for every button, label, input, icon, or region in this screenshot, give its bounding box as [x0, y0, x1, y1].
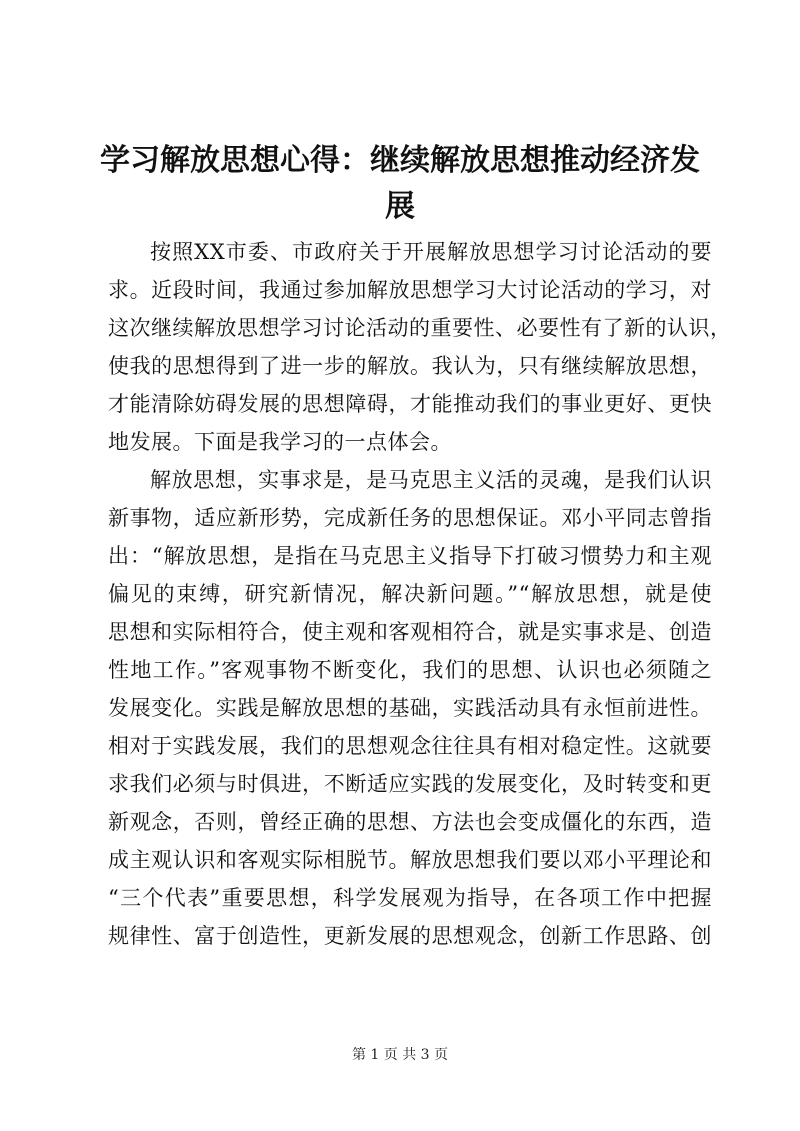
paragraph-1-line-2: 求。近段时间，我通过参加解放思想学习大讨论活动的学习，对	[108, 278, 712, 302]
paragraph-1-line-1: 按照XX市委、市政府关于开展解放思想学习讨论活动的要	[150, 240, 712, 264]
paragraph-2-line-3: 出：“解放思想，是指在马克思主义指导下打破习惯势力和主观	[108, 544, 712, 568]
paragraph-2-line-12: “三个代表”重要思想，科学发展观为指导，在各项工作中把握	[108, 886, 712, 910]
paragraph-1-line-4: 使我的思想得到了进一步的解放。我认为，只有继续解放思想，	[108, 354, 712, 378]
paragraph-1-line-3: 这次继续解放思想学习讨论活动的重要性、必要性有了新的认识，	[108, 316, 732, 340]
document-title	[90, 138, 710, 230]
paragraph-2-line-4: 偏见的束缚，研究新情况，解决新问题。”“解放思想，就是使	[108, 582, 712, 606]
paragraph-1-line-5: 才能清除妨碍发展的思想障碍，才能推动我们的事业更好、更快	[108, 392, 712, 416]
paragraph-2-line-11: 成主观认识和客观实际相脱节。解放思想我们要以邓小平理论和	[108, 848, 712, 872]
paragraph-2-line-5: 思想和实际相符合，使主观和客观相符合，就是实事求是、创造	[108, 620, 712, 644]
paragraph-2-line-2: 新事物，适应新形势，完成新任务的思想保证。邓小平同志曾指	[108, 506, 712, 530]
paragraph-2-line-6: 性地工作。”客观事物不断变化，我们的思想、认识也必须随之	[108, 658, 712, 682]
paragraph-2-line-9: 求我们必须与时俱进，不断适应实践的发展变化，及时转变和更	[108, 772, 712, 796]
paragraph-2-line-1: 解放思想，实事求是，是马克思主义活的灵魂，是我们认识	[150, 468, 712, 492]
paragraph-2-line-10: 新观念，否则，曾经正确的思想、方法也会变成僵化的东西，造	[108, 810, 712, 834]
paragraph-2-line-8: 相对于实践发展，我们的思想观念往往具有相对稳定性。这就要	[108, 734, 712, 758]
title-line-2: 展	[385, 189, 415, 224]
document-body	[108, 233, 732, 955]
paragraph-1-line-6: 地发展。下面是我学习的一点体会。	[108, 430, 452, 454]
title-line-1: 学习解放思想心得：继续解放思想推动经济发	[100, 143, 700, 178]
paragraph-2-line-13: 规律性、富于创造性，更新发展的思想观念，创新工作思路、创	[108, 924, 712, 948]
paragraph-2-line-7: 发展变化。实践是解放思想的基础，实践活动具有永恒前进性。	[108, 696, 712, 720]
page-footer: 第 1 页 共 3 页	[351, 1047, 449, 1063]
